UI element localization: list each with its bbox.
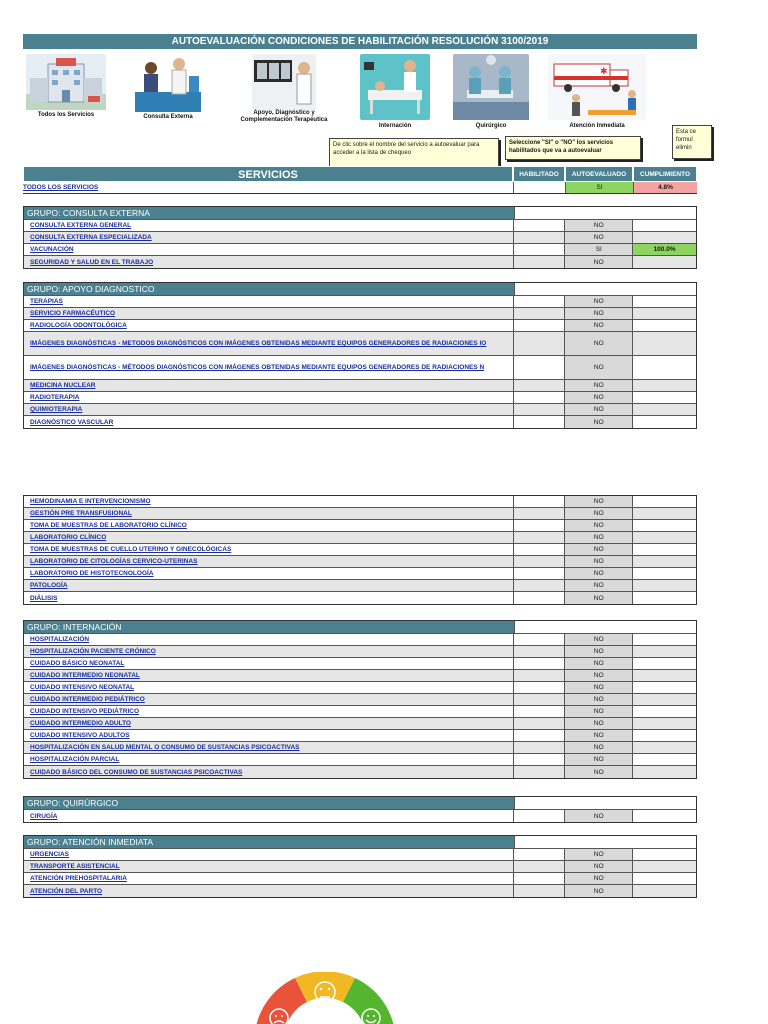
habilitado-cell[interactable] [513,556,565,567]
cumplimiento-cell [632,320,696,331]
autoevaluado-cell[interactable]: SI [565,182,633,193]
service-link[interactable]: URGENCIAS [30,851,70,858]
header-cumplimiento: CUMPLIMIENTO [633,166,697,182]
habilitado-cell[interactable] [513,404,565,415]
category-internacion[interactable] [360,54,430,130]
cumplimiento-cell [632,718,696,729]
table-row [24,496,696,508]
habilitado-cell[interactable] [513,308,565,319]
service-link[interactable]: CUIDADO INTENSIVO PEDIÁTRICO [30,708,140,715]
autoevaluado-cell[interactable]: NO [564,742,632,753]
autoevaluado-cell[interactable]: NO [564,849,632,860]
table-row [24,568,696,580]
group-header-row [24,621,696,634]
table-row [24,508,696,520]
service-link[interactable]: SERVICIO FARMACÉUTICO [30,310,116,317]
habilitado-cell[interactable] [513,220,565,231]
service-link[interactable]: IMÁGENES DIAGNÓSTICAS - METODOS DIAGNÓSTICOS CON IMÁGENES OBTENIDAS MEDIANTE EQUIPOS GENERADORES DE RADIACIONES IO [30,340,487,347]
service-link[interactable]: RADIOTERAPIA [30,394,80,401]
autoevaluado-cell[interactable]: NO [564,634,632,645]
autoevaluado-cell[interactable]: NO [564,296,632,307]
table-row [24,694,696,706]
header-servicios: SERVICIOS [23,166,513,182]
habilitado-cell[interactable] [513,568,565,579]
table-row [24,544,696,556]
service-link[interactable]: CUIDADO INTERMEDIO ADULTO [30,720,131,727]
autoevaluado-cell[interactable]: NO [564,356,632,379]
table-row [24,556,696,568]
service-link[interactable]: RADIOLOGÍA ODONTOLÓGICA [30,322,127,329]
habilitado-cell[interactable] [513,496,565,507]
cumplimiento-cell [632,308,696,319]
service-link[interactable]: LABORATORIO DE HISTOTECNOLOGÍA [30,570,154,577]
autoevaluado-cell[interactable]: NO [564,508,632,519]
category-label: Atención Inmediata [569,123,625,129]
service-link[interactable]: TODOS LOS SERVICIOS [23,184,99,191]
table-row [24,244,696,256]
service-link[interactable]: HOSPITALIZACIÓN EN SALUD MENTAL O CONSUMO DE SUSTANCIAS PSICOACTIVAS [30,744,300,751]
service-link[interactable]: HOSPITALIZACIÓN PARCIAL [30,756,120,763]
cumplimiento-cell [632,256,696,268]
category-quirurgico[interactable] [453,54,529,130]
group-internacion [23,620,697,779]
habilitado-cell[interactable] [513,256,565,268]
gauge-graphic [255,972,395,1024]
cumplimiento-cell [632,416,696,428]
cumplimiento-cell [632,646,696,657]
table-row [24,646,696,658]
autoevaluado-cell[interactable]: NO [564,592,632,604]
table-row [24,730,696,742]
tooltip-click-name: De clic sobre el nombre del servicio a autoevaluar para acceder a la lista de chequeo [329,138,499,168]
autoevaluado-cell[interactable]: NO [564,694,632,705]
cumplimiento-cell [632,544,696,555]
service-link[interactable]: TERAPIAS [30,298,63,305]
autoevaluado-cell[interactable]: NO [564,544,632,555]
autoevaluado-cell[interactable]: SI [564,244,632,255]
table-row [24,320,696,332]
group-apoyo-diagnostico [23,282,697,429]
habilitado-cell[interactable] [513,532,565,543]
cumplimiento-cell [632,766,696,778]
service-link[interactable]: ATENCIÓN PREHOSPITALARIA [30,875,127,882]
group-header-row [24,836,696,849]
category-apoyo[interactable] [236,54,332,124]
autoevaluado-cell[interactable]: NO [564,885,632,897]
table-row [24,296,696,308]
autoevaluado-cell[interactable]: NO [564,766,632,778]
autoevaluado-cell[interactable]: NO [564,706,632,717]
habilitado-cell[interactable] [513,634,565,645]
habilitado-cell[interactable] [513,718,565,729]
cumplimiento-cell [632,634,696,645]
svg-text:✱: ✱ [600,67,608,77]
autoevaluado-cell[interactable]: NO [564,658,632,669]
habilitado-cell[interactable] [513,332,565,355]
tooltip-select-si-no: Seleccione "SI" o "NO" los servicios habilitados que va a autoevaluar [505,136,641,160]
cumplimiento-cell [632,742,696,753]
cumplimiento-cell [632,508,696,519]
autoevaluado-cell[interactable]: NO [564,861,632,872]
autoevaluado-cell[interactable]: NO [564,568,632,579]
tooltip-truncated: Esta ce formul elimin [672,125,712,159]
autoevaluado-cell[interactable]: NO [564,256,632,268]
category-label: Consulta Externa [143,114,193,120]
cumplimiento-cell: 100.0% [632,244,696,255]
habilitado-cell[interactable] [513,232,565,243]
service-link[interactable]: TRANSPORTE ASISTENCIAL [30,863,120,870]
category-label: Apoyo, Diagnóstico y Complementación Terapéutica [240,110,328,123]
category-atencion[interactable] [548,54,646,130]
cumplimiento-cell [632,658,696,669]
autoevaluado-cell[interactable]: NO [564,332,632,355]
group-title: GRUPO: CONSULTA EXTERNA [24,207,514,219]
table-row [24,380,696,392]
table-row [24,706,696,718]
cumplimiento-cell [632,220,696,231]
table-row [24,658,696,670]
autoevaluado-cell[interactable]: NO [564,416,632,428]
service-link[interactable]: TOMA DE MUESTRAS DE CUELLO UTERINO Y GINECOLÓGICAS [30,546,232,553]
cumplimiento-cell [632,556,696,567]
table-row [24,256,696,268]
cumplimiento-cell [632,232,696,243]
table-row [24,416,696,428]
table-row [24,754,696,766]
service-link[interactable]: HEMODINAMIA E INTERVENCIONISMO [30,498,151,505]
header-habilitado: HABILITADO [513,166,565,182]
habilitado-cell[interactable] [513,682,565,693]
autoevaluado-cell[interactable]: NO [564,556,632,567]
autoevaluado-cell[interactable]: NO [564,754,632,765]
service-link[interactable]: DIÁLISIS [30,594,58,602]
autoevaluado-cell[interactable]: NO [564,810,632,822]
service-link[interactable]: VACUNACIÓN [30,246,74,253]
table-row [23,182,697,194]
table-row [24,718,696,730]
habilitado-cell[interactable] [513,885,565,897]
service-link[interactable]: LABORATORIO DE CITOLOGÍAS CERVICO-UTERINAS [30,558,198,565]
compliance-gauge [255,972,395,1024]
autoevaluado-cell[interactable]: NO [564,404,632,415]
cumplimiento-cell [632,592,696,604]
group-apoyo-diagnostico-continued [23,495,697,605]
habilitado-cell[interactable] [513,849,565,860]
service-link[interactable]: CIRUGÍA [30,812,58,820]
category-label: Todos los Servicios [37,112,95,118]
table-row [24,332,696,356]
cumplimiento-cell [632,885,696,897]
service-link[interactable]: ATENCIÓN DEL PARTO [30,887,103,895]
autoevaluado-cell[interactable]: NO [564,232,632,243]
habilitado-cell[interactable] [513,392,565,403]
habilitado-cell[interactable] [513,520,565,531]
service-link[interactable]: CONSULTA EXTERNA GENERAL [30,222,132,229]
habilitado-cell[interactable] [513,320,565,331]
cumplimiento-cell [632,849,696,860]
cumplimiento-cell [632,810,696,822]
table-row [24,520,696,532]
table-row [24,308,696,320]
habilitado-cell[interactable] [513,742,565,753]
table-row [24,532,696,544]
habilitado-cell[interactable] [513,580,565,591]
service-link[interactable]: PATOLOGÍA [30,582,68,589]
cumplimiento-cell [632,404,696,415]
table-row [24,356,696,380]
cumplimiento-cell [632,754,696,765]
group-quirurgico [23,796,697,823]
autoevaluado-cell[interactable]: NO [564,730,632,741]
autoevaluado-cell[interactable]: NO [564,308,632,319]
service-link[interactable]: LABORATORIO CLÍNICO [30,534,107,541]
service-link[interactable]: CUIDADO BÁSICO NEONATAL [30,660,125,667]
service-link[interactable]: GESTIÓN PRE TRANSFUSIONAL [30,510,132,517]
table-row [24,592,696,604]
table-row [24,849,696,861]
cumplimiento-cell [632,356,696,379]
cumplimiento-cell [632,682,696,693]
habilitado-cell[interactable] [513,508,565,519]
group-header-row [24,797,696,810]
habilitado-cell[interactable] [513,658,565,669]
cumplimiento-cell [632,730,696,741]
table-row [24,220,696,232]
habilitado-cell[interactable] [513,296,565,307]
autoevaluado-cell[interactable]: NO [564,520,632,531]
group-atencion-inmediata [23,835,697,898]
autoevaluado-cell[interactable]: NO [564,580,632,591]
service-link[interactable]: MEDICINA NUCLEAR [30,382,96,389]
group-header-row [24,283,696,296]
habilitado-cell[interactable] [513,706,565,717]
service-link[interactable]: CONSULTA EXTERNA ESPECIALIZADA [30,234,152,241]
category-todos[interactable] [24,54,108,119]
ambulance-icon [548,54,646,120]
habilitado-cell[interactable] [513,646,565,657]
service-link[interactable]: CUIDADO INTERMEDIO PEDIÁTRICO [30,696,145,703]
category-consulta[interactable] [133,54,203,121]
table-row [24,873,696,885]
service-link[interactable]: CUIDADO INTERMEDIO NEONATAL [30,672,140,679]
habilitado-cell[interactable] [513,244,565,255]
service-link[interactable]: CUIDADO BÁSICO DEL CONSUMO DE SUSTANCIAS PSICOACTIVAS [30,768,243,776]
cumplimiento-cell [632,532,696,543]
service-link[interactable]: CUIDADO INTENSIVO ADULTOS [30,732,130,739]
table-row [24,742,696,754]
autoevaluado-cell[interactable]: NO [564,220,632,231]
habilitado-cell[interactable] [513,592,565,604]
autoevaluado-cell[interactable]: NO [564,718,632,729]
hospital-bed-icon [360,54,430,120]
cumplimiento-cell [632,694,696,705]
habilitado-cell[interactable] [513,670,565,681]
service-link[interactable]: SEGURIDAD Y SALUD EN EL TRABAJO [30,258,154,266]
service-link[interactable]: DIAGNÓSTICO VASCULAR [30,418,114,426]
autoevaluado-cell[interactable]: NO [564,392,632,403]
category-label: Quirúrgico [475,123,507,129]
habilitado-cell[interactable] [513,380,565,391]
autoevaluado-cell[interactable]: NO [564,380,632,391]
cumplimiento-cell [632,332,696,355]
autoevaluado-cell[interactable]: NO [564,496,632,507]
header-autoevaluado: AUTOEVALUADO [565,166,633,182]
cumplimiento-cell [632,496,696,507]
service-link[interactable]: TOMA DE MUESTRAS DE LABORATORIO CLÍNICO [30,522,187,529]
service-link[interactable]: QUIMIOTERAPIA [30,406,83,413]
cumplimiento-cell [632,568,696,579]
service-link[interactable]: IMÁGENES DIAGNÓSTICAS - MÉTODOS DIAGNÓSTICOS CON IMÁGENES OBTENIDAS MEDIANTE EQUIPOS GENERADORES DE RADIACIONES N [30,364,485,371]
autoevaluado-cell[interactable]: NO [564,670,632,681]
table-row [24,682,696,694]
doctor-consultation-icon [135,54,201,114]
page-title: AUTOEVALUACIÓN CONDICIONES DE HABILITACIÓN RESOLUCIÓN 3100/2019 [23,34,697,49]
table-row [24,634,696,646]
cumplimiento-cell [632,520,696,531]
cumplimiento-cell [632,392,696,403]
cumplimiento-cell [632,861,696,872]
group-title: GRUPO: APOYO DIAGNOSTICO [24,283,514,295]
table-row [24,232,696,244]
autoevaluado-cell[interactable]: NO [564,532,632,543]
surgery-icon [453,54,529,120]
cumplimiento-cell [632,296,696,307]
table-row [24,580,696,592]
habilitado-cell[interactable] [513,861,565,872]
cumplimiento-cell [632,580,696,591]
autoevaluado-cell[interactable]: NO [564,646,632,657]
hospital-building-icon [26,54,106,110]
autoevaluado-cell[interactable]: NO [564,320,632,331]
service-link[interactable]: CUIDADO INTENSIVO NEONATAL [30,684,135,691]
table-row [24,885,696,897]
table-row [24,766,696,778]
habilitado-cell[interactable] [513,356,565,379]
diagnostic-imaging-icon [252,54,316,110]
habilitado-cell[interactable] [513,544,565,555]
table-row [24,670,696,682]
habilitado-cell[interactable] [513,730,565,741]
cumplimiento-cell [632,706,696,717]
habilitado-cell[interactable] [513,766,565,778]
habilitado-cell[interactable] [513,810,565,822]
cumplimiento-cell [632,380,696,391]
table-row [24,392,696,404]
cumplimiento-cell: 4.8% [633,182,697,193]
autoevaluado-cell[interactable]: NO [564,682,632,693]
cumplimiento-cell [632,670,696,681]
autoevaluado-cell[interactable]: NO [564,873,632,884]
group-header-row [24,207,696,220]
service-link[interactable]: HOSPITALIZACIÓN [30,636,90,643]
table-row [24,404,696,416]
group-title: GRUPO: INTERNACIÓN [24,621,514,633]
table-row [24,810,696,822]
group-consulta-externa [23,206,697,269]
cumplimiento-cell [632,873,696,884]
habilitado-cell[interactable] [513,694,565,705]
habilitado-cell[interactable] [513,182,565,193]
category-label: Internación [378,123,412,129]
table-row [24,861,696,873]
group-title: GRUPO: QUIRÚRGICO [24,797,514,809]
service-link[interactable]: HOSPITALIZACIÓN PACIENTE CRÓNICO [30,648,156,655]
habilitado-cell[interactable] [513,873,565,884]
todos-row-table [23,182,697,194]
habilitado-cell[interactable] [513,754,565,765]
group-title: GRUPO: ATENCIÓN INMEDIATA [24,836,514,848]
habilitado-cell[interactable] [513,416,565,428]
